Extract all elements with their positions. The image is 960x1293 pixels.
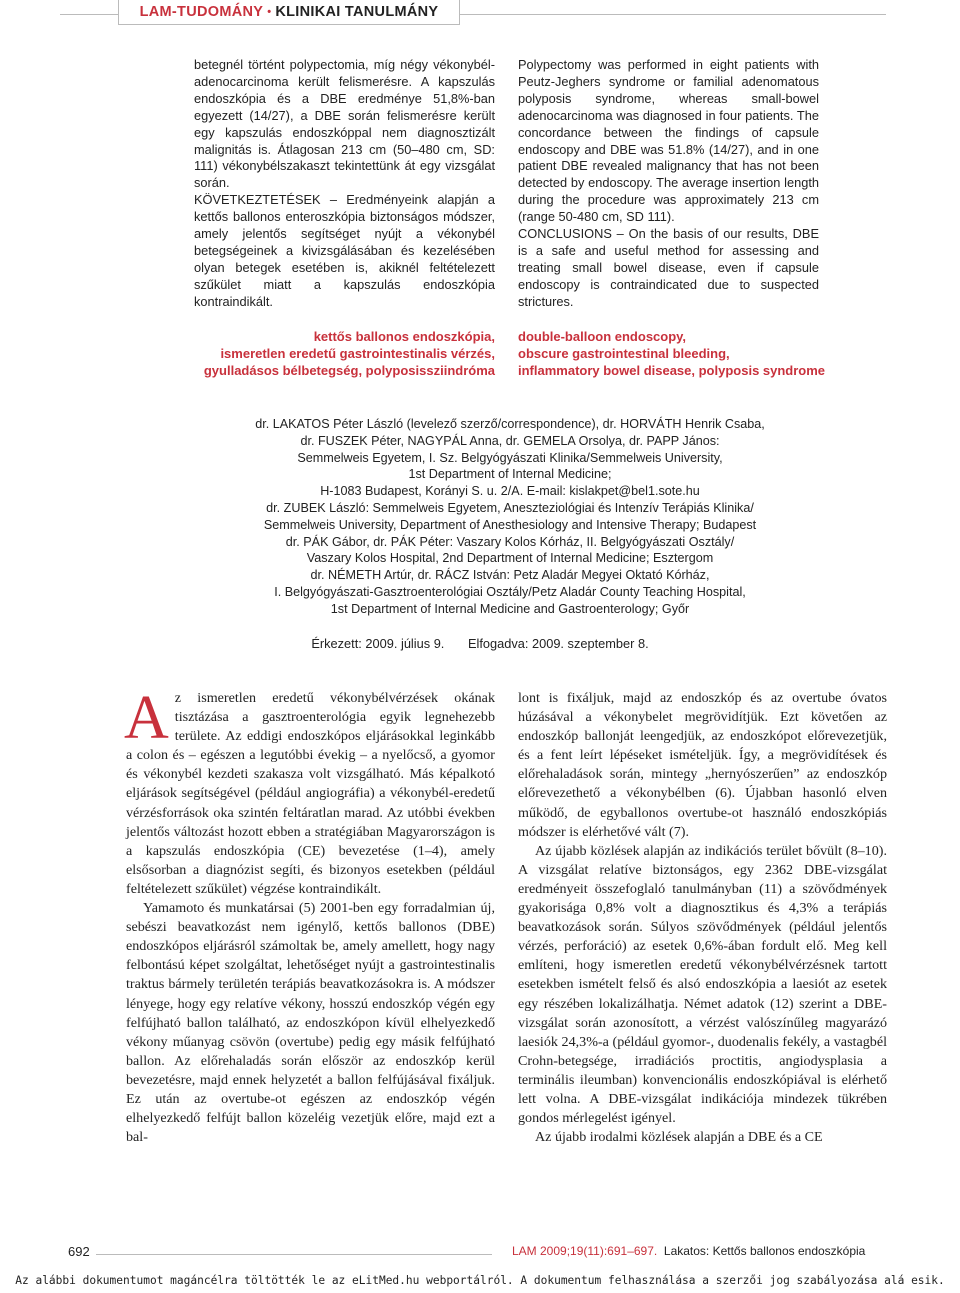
download-disclaimer: Az alábbi dokumentumot magáncélra töltötték le az eLitMed.hu webportálról. A dokumentum felhasználása a szerzői jog szabályozása alá esik. — [15, 1274, 945, 1287]
abstract-hungarian — [194, 57, 495, 311]
keyword-en: double-balloon endoscopy, — [518, 329, 687, 344]
affiliation-line: Semmelweis Egyetem, I. Sz. Belgyógyászati Klinika/Semmelweis University, — [297, 450, 723, 465]
body-paragraph: lont is fixáljuk, majd az endoszkóp és az overtube óvatos húzásával a vékonybelet megrövidítjük. Ezt követően az endoszkóp ballonját leengedjük, az endoszkópot előrevezetjük, és a fent leírt lépéseket ismételjük. Így, a megrövidítések és előrehaladások során, mintegy „hernyószerűen” az endoszkóp előrevezethető a vékonybélben (6). Újabban hasonló elven működő, de egyballonos overtube-ot használó endoszkópiás módszer is elérhetővé vált (7). — [518, 690, 887, 840]
affiliation-line: I. Belgyógyászati-Gasztroenterológiai Osztály/Petz Aladár County Teaching Hospital, — [274, 584, 746, 599]
header-separator: • — [267, 6, 272, 18]
article-dates — [0, 636, 960, 651]
body-paragraph: Yamamoto és munkatársai (5) 2001-ben egy forradalmian új, sebészi beavatkozást nem igénylő, kettős ballonos (DBE) endoszkópos eljárásról számoltak be, amely amellett, hogy nagy felbontású képet szolgáltat, lehetőséget nyújt a gastrointestinalis traktus bármely területén terápiás beavatkozásokra is. A módszer lényege, hogy egy relatíve vékony, hosszú endoszkóp végén egy felfújható ballon található, az endoszkópon kívül elhelyezkedő vékony műanyag csövön (overtube) pedig egy másik felfújható ballon. Az előrehaladás során először az endoszkóp kerül bevezetésre, majd ennek helyzetét a ballon felfújásával fixáljuk. Ez után az overtube-ot egészen az endoszkóp végén elhelyezkedő felfújt ballon közeléig vezetjük előre, majd ezt a bal- — [126, 900, 495, 1146]
drop-cap: A — [124, 684, 169, 752]
body-column-left — [124, 684, 495, 1147]
body-column-right — [518, 689, 887, 1147]
affiliation-line: dr. FUSZEK Péter, NAGYPÁL Anna, dr. GEMELA Orsolya, dr. PAPP János: — [300, 433, 720, 448]
affiliation-line: dr. LAKATOS Péter László (levelező szerző/correspondence), dr. HORVÁTH Henrik Csaba, — [255, 417, 765, 431]
section-header — [118, 0, 460, 25]
affiliation-line: Semmelweis University, Department of Anesthesiology and Intensive Therapy; Budapest — [263, 517, 757, 532]
affiliation-line: 1st Department of Internal Medicine; — [408, 467, 612, 482]
abstract-en-conclusion: CONCLUSIONS – On the basis of our results, DBE is a safe and useful method for assessing and treating small bowel disease, even if capsule endoscopy is contraindicated due to suspected strictures. — [518, 226, 819, 309]
keyword-hu: kettős ballonos endoszkópia, — [313, 329, 495, 344]
body-paragraph — [124, 684, 495, 899]
running-title: Lakatos: Kettős ballonos endoszkópia — [663, 1244, 866, 1258]
affiliation-line: dr. ZUBEK László: Semmelweis Egyetem, Aneszteziológiai és Intenzív Terápiás Klinika/ — [266, 500, 754, 515]
accepted-date: Elfogadva: 2009. szeptember 8. — [467, 636, 649, 651]
keywords-english — [518, 328, 826, 379]
header-category: LAM-TUDOMÁNY — [139, 4, 264, 20]
keywords-hungarian — [194, 328, 495, 379]
received-date: Érkezett: 2009. július 9. — [311, 636, 445, 651]
header-rule-left — [60, 14, 118, 15]
abstract-english — [518, 57, 819, 311]
header-subcategory: KLINIKAI TANULMÁNY — [275, 4, 439, 20]
affiliation-line: H-1083 Budapest, Korányi S. u. 2/A. E-mail: kislakpet@bel1.sote.hu — [320, 484, 700, 499]
abstract-en-results: Polypectomy was performed in eight patients with Peutz-Jeghers syndrome or familial adenomatous polyposis syndrome, whereas small-bowel adenocarcinoma was diagnosed in four patients. The concordance between the findings of capsule endoscopy and DBE was 51.8% (14/27), and in one patient DBE revealed malignancy that has not been detected by endoscopy. The average insertion length during the procedure was approximately 213 cm (range 50-480 cm, SD 111). — [518, 57, 819, 225]
abstract-hu-conclusion: KÖVETKEZTETÉSEK – Eredményeink alapján a kettős ballonos enteroszkópia biztonságos módszer, amely jelentős segítséget nyújt a vékonybél betegségeinek a kivizsgálásában és kezelésében olyan betegek esetében is, akiknél feltételezett szűkület miatt a kapszulás endoszkópia kontraindikált. — [194, 192, 495, 309]
body-paragraph: Az újabb közlések alapján az indikációs terület bővült (8–10). A vizsgálat relatíve biztonságos, egy 2362 DBE-vizsgálat eredményeit összefoglaló tanulmányban (11) a szövődmények gyakorisága 0,8% volt a diagnosztikus és 4,3% a terápiás beavatkozások során. Súlyos szövődmények (például jelentős vérzés, perforáció) az esetek 0,6%-ában fordult elő. Meg kell említeni, hogy ismeretlen eredetű vékonybélvérzésnek tartott esetekben ismételt felső és alsó endoszkópia a laesiót az esetek egy részében lokalizálhatja. Német adatok (12) szerint a DBE-vizsgálat során azonosított, a vérzést valószínűleg magyarázó laesiók 24,3%-a (például gyomor-, duodenalis fekély, a vastagbél Crohn-betegsége, irradiációs proctitis, angiodysplasia a terminális ileumban) konvencionális endoszkópiával is elérhető lett volna. A DBE-vizsgálat indikációja mindezek tükrében gondos mérlegelést igényel. — [518, 842, 887, 1127]
body-intro-text: z ismeretlen eredetű vékonybélvérzések okának tisztázása a gasztroenterológia egyik legnehezebb területe. Az eddigi endoszkópos eljárásokkal leginkább a colon és – egészen a legutóbbi évekig – a nyelőcső, a gyomor és vékonybél kezdeti szakasza volt vizsgálható. Más képalkotó eljárások segítségével (például angiográfia) a vékonybél-eredetű vérzésforrások oka szintén feltáratlan marad. Az utóbbi években jelentős változást hozott ebben a stratégiában Magyarországon is a kapszulás endoszkópia (CE) bevezetése (1–4), amely elsősorban a diagnózist segíti, és bizonyos esetekben (például feltételezett szűkület) végzése kontraindikált. — [126, 690, 495, 897]
abstract-hu-results: betegnél történt polypectomia, míg négy vékonybél-adenocarcinoma került felismerésre. A kapszulás endoszkópia és a DBE eredménye 51,8%-ban egyezett (14/27), a DBE során felismerésre került egy kapszulás endoszkóppal nem diagnosztizált malignitás is. Átlagosan 213 cm (50–480 cm, SD: 111) vékonybélszakaszt tekintettünk át egy vizsgálat során. — [194, 57, 495, 191]
header-rule-right — [458, 14, 886, 15]
keyword-en: obscure gastrointestinal bleeding, — [518, 346, 730, 361]
keyword-en: inflammatory bowel disease, polyposis syndrome — [518, 363, 826, 378]
body-paragraph: Az újabb irodalmi közlések alapján a DBE és a CE — [535, 1129, 823, 1146]
page-number: 692 — [68, 1244, 90, 1259]
affiliation-line: dr. NÉMETH Artúr, dr. RÁCZ István: Petz Aladár Megyei Oktató Kórház, — [310, 568, 710, 583]
author-affiliations — [200, 416, 820, 618]
affiliation-line: Vaszary Kolos Hospital, 2nd Department of Internal Medicine; Esztergom — [306, 551, 714, 566]
keyword-hu: gyulladásos bélbetegség, polyposissziindróma — [203, 363, 495, 378]
footer-rule-left — [96, 1254, 492, 1255]
affiliation-line: dr. PÁK Gábor, dr. PÁK Péter: Vaszary Kolos Kórház, II. Belgyógyászati Osztály/ — [285, 534, 735, 549]
keyword-hu: ismeretlen eredetű gastrointestinalis vérzés, — [220, 346, 495, 361]
journal-citation: LAM 2009;19(11):691–697. — [512, 1244, 658, 1258]
journal-reference — [512, 1244, 865, 1258]
affiliation-line: 1st Department of Internal Medicine and Gastroenterology; Győr — [330, 601, 690, 616]
